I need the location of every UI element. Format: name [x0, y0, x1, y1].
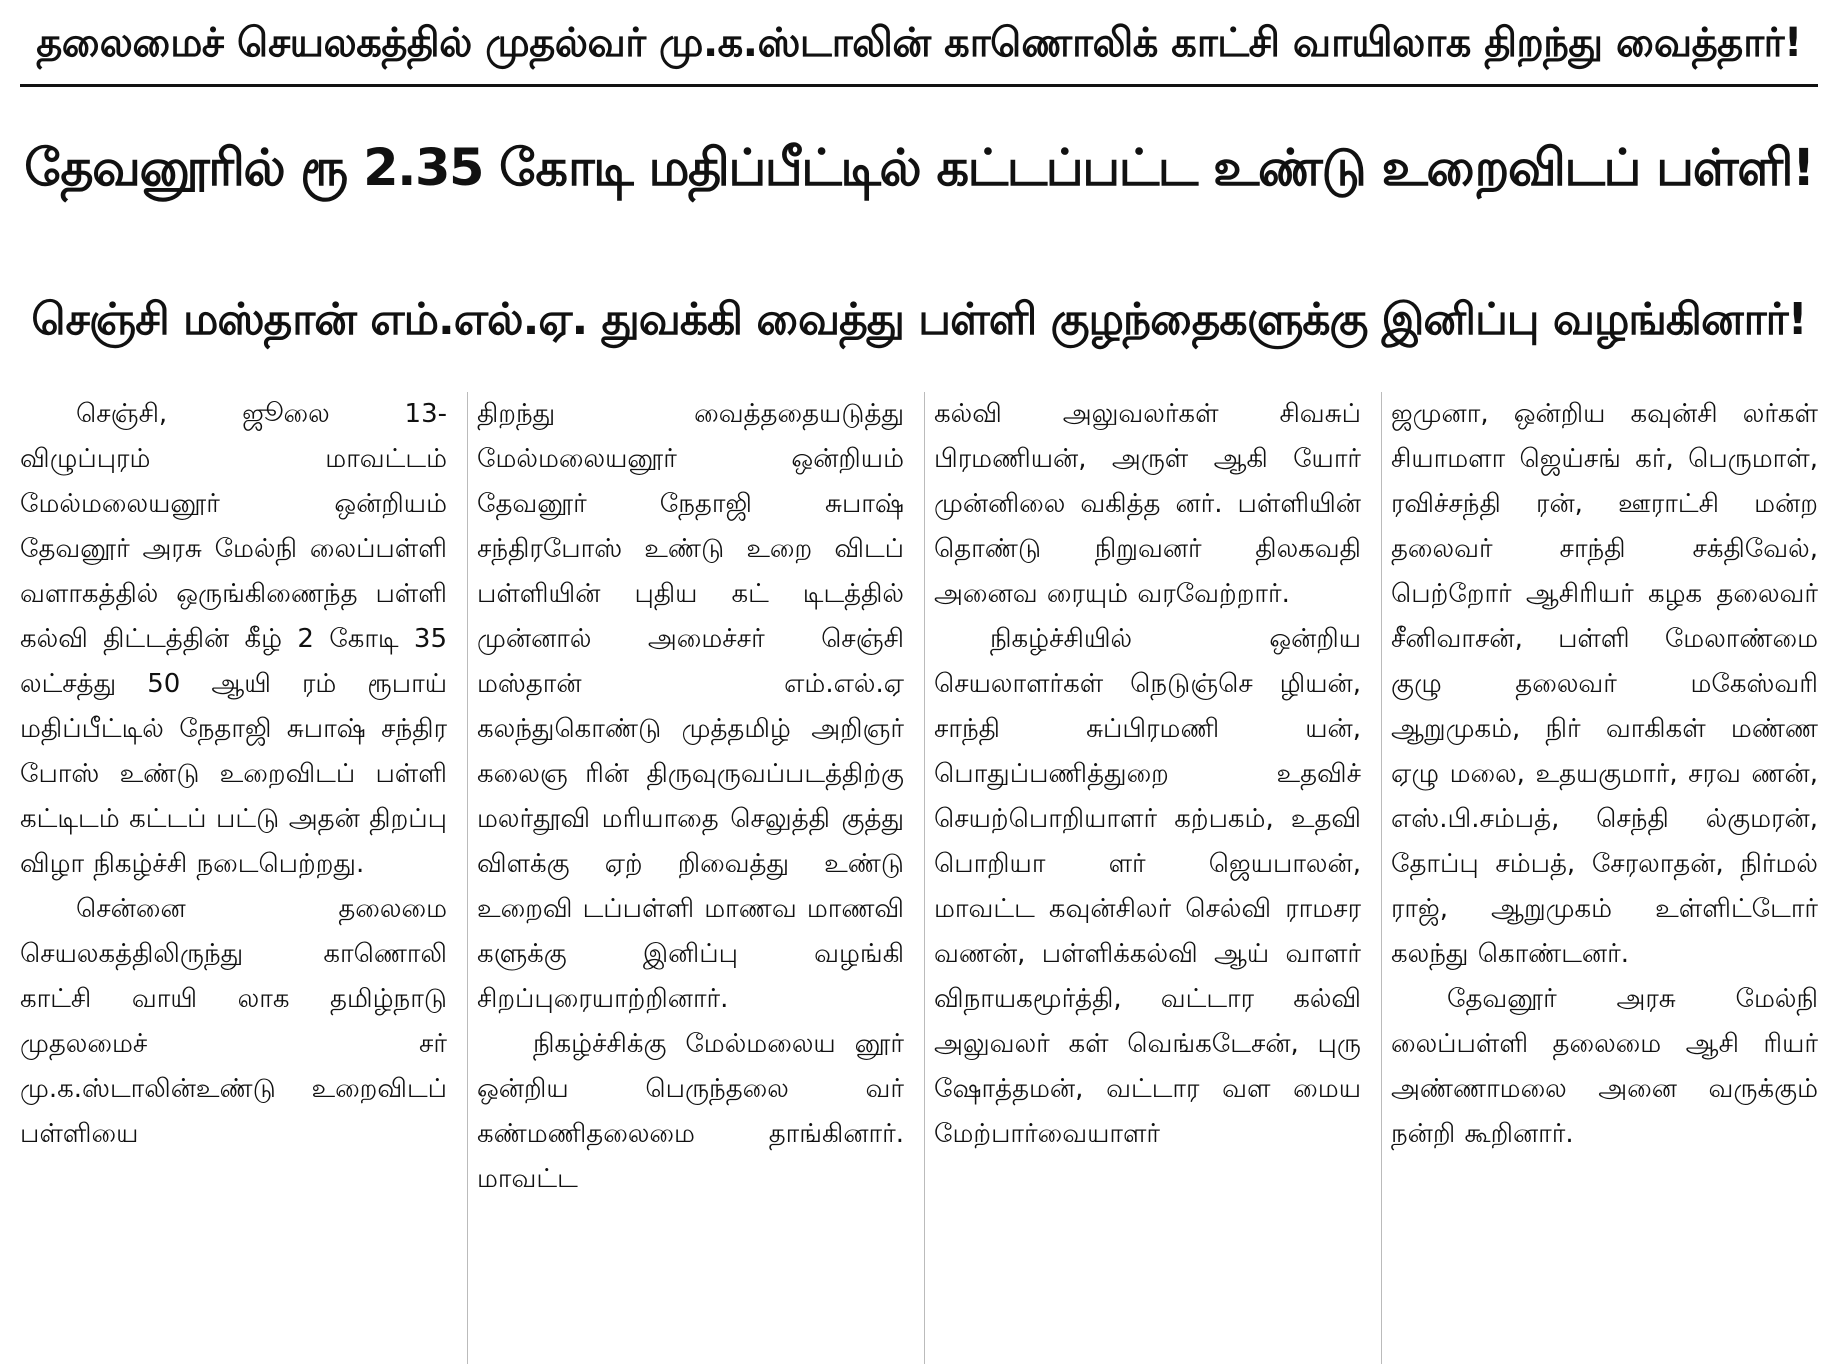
- paragraph: தேவனூர் அரசு மேல்நி லைப்பள்ளி தலைமை ஆசி ரியர் அண்ணாமலை அனை வருக்கும் நன்றி கூறினார்.: [1391, 984, 1818, 1149]
- headline: தேவனூரில் ரூ 2.35 கோடி மதிப்பீட்டில் கட்டப்பட்ட உண்டு உறைவிடப் பள்ளி!: [24, 139, 1814, 198]
- article-column-2: [477, 392, 904, 1364]
- paragraph: நிகழ்ச்சியில் ஒன்றிய செயலாளர்கள் நெடுஞ்செ ழியன், சாந்தி சுப்பிரமணி யன், பொதுப்பணித்துறை உதவிச் செயற்பொறியாளர் கற்பகம், உதவி பொறியா ளர் ஜெயபாலன், மாவட்ட கவுன்சிலர் செல்வி ராமசர வணன், பள்ளிக்கல்வி ஆய் வாளர் விநாயகமூர்த்தி, வட்டார கல்வி அலுவலர் கள் வெங்கடேசன், புரு ஷோத்தமன், வட்டார வள மைய மேற்பார்வையாளர்: [934, 624, 1361, 1149]
- paragraph: திறந்து வைத்ததையடுத்து மேல்மலையனூர் ஒன்றியம் தேவனூர் நேதாஜி சுபாஷ் சந்திரபோஸ் உண்டு உறை விடப் பள்ளியின் புதிய கட் டிடத்தில் முன்னால் அமைச்சர் செஞ்சி மஸ்தான் எம்.எல்.ஏ கலந்துகொண்டு முத்தமிழ் அறிஞர் கலைஞ ரின் திருவுருவப்படத்திற்கு மலர்தூவி மரியாதை செலுத்தி குத்து விளக்கு ஏற் றிவைத்து உண்டு உறைவி டப்பள்ளி மாணவ மாணவி களுக்கு இனிப்பு வழங்கி சிறப்புரையாற்றினார்.: [477, 399, 904, 1014]
- article-column-3: [934, 392, 1361, 1364]
- paragraph: செஞ்சி, ஜூலை 13- விழுப்புரம் மாவட்டம் மேல்மலையனூர் ஒன்றியம் தேவனூர் அரசு மேல்நி லைப்பள்ளி வளாகத்தில் ஒருங்கிணைந்த பள்ளி கல்வி திட்டத்தின் கீழ் 2 கோடி 35 லட்சத்து 50 ஆயி ரம் ரூபாய் மதிப்பீட்டில் நேதாஜி சுபாஷ் சந்திர போஸ் உண்டு உறைவிடப் பள்ளி கட்டிடம் கட்டப் பட்டு அதன் திறப்பு விழா நிகழ்ச்சி நடைபெற்றது.: [20, 399, 447, 879]
- paragraph: சென்னை தலைமை செயலகத்திலிருந்து காணொலி காட்சி வாயி லாக தமிழ்நாடு முதலமைச் சர் மு.க.ஸ்டாலின்உண்டு உறைவிடப் பள்ளியை: [20, 894, 447, 1149]
- subheadline: செஞ்சி மஸ்தான் எம்.எல்.ஏ. துவக்கி வைத்து பள்ளி குழந்தைகளுக்கு இனிப்பு வழங்கினார்!: [31, 294, 1807, 345]
- article-column-4: [1391, 392, 1818, 1364]
- paragraph: ஜமுனா, ஒன்றிய கவுன்சி லர்கள் சியாமளா ஜெய்சங் கர், பெருமாள், ரவிச்சந்தி ரன், ஊராட்சி மன்ற தலைவர் சாந்தி சக்திவேல், பெற்றோர் ஆசிரியர் கழக தலைவர் சீனிவாசன், பள்ளி மேலாண்மை குழு தலைவர் மகேஸ்வரி ஆறுமுகம், நிர் வாகிகள் மண்ண ஏழு மலை, உதயகுமார், சரவ ணன், எஸ்.பி.சம்பத், செந்தி ல்குமரன், தோப்பு சம்பத், சேரலாதன், நிர்மல் ராஜ், ஆறுமுகம் உள்ளிட்டோர் கலந்து கொண்டனர்.: [1391, 399, 1818, 969]
- article-body: [20, 392, 1818, 1364]
- paragraph: நிகழ்ச்சிக்கு மேல்மலைய னூர் ஒன்றிய பெருந்தலை வர் கண்மணிதலைமை தாங்கினார். மாவட்ட: [477, 1029, 904, 1194]
- column-divider: [467, 392, 468, 1364]
- column-divider: [924, 392, 925, 1364]
- paragraph: கல்வி அலுவலர்கள் சிவசுப் பிரமணியன், அருள் ஆகி யோர் முன்னிலை வகித்த னர். பள்ளியின் தொண்டு நிறுவனர் திலகவதி அனைவ ரையும் வரவேற்றார்.: [934, 399, 1361, 609]
- article-column-1: [20, 392, 447, 1364]
- kicker-underline: [20, 84, 1818, 87]
- kicker-line: தலைமைச் செயலகத்தில் முதல்வர் மு.க.ஸ்டாலின் காணொலிக் காட்சி வாயிலாக திறந்து வைத்தார்!: [36, 20, 1802, 66]
- column-divider: [1381, 392, 1382, 1364]
